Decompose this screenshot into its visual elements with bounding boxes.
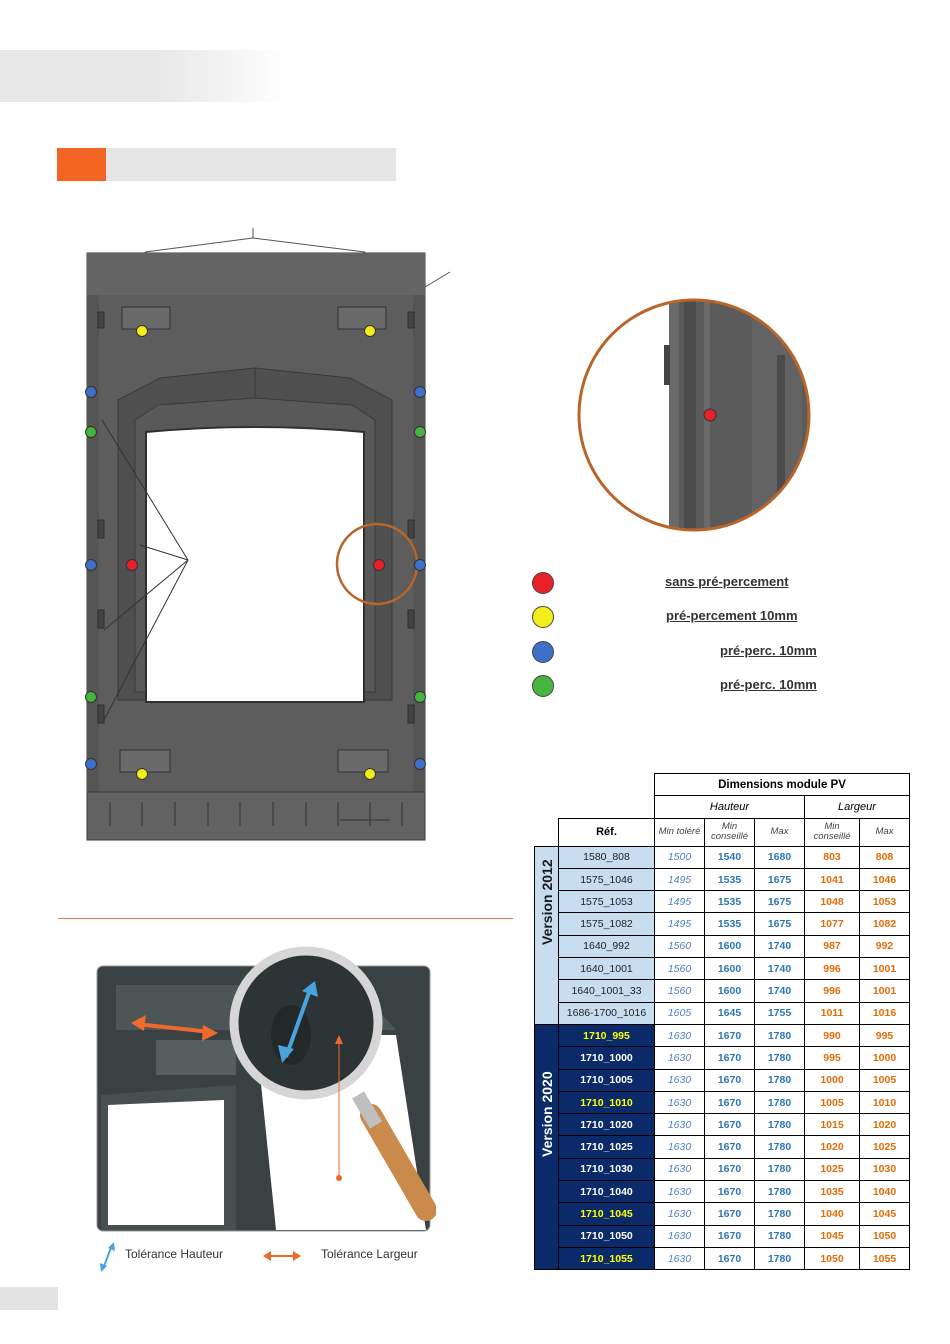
legend-item-red [530,571,850,597]
max-cell: 1675 [755,891,805,913]
max-cell: 1740 [755,980,805,1002]
min-tolere-cell: 1630 [655,1158,705,1180]
page-footer-tab [0,1287,58,1310]
min-conseille-cell: 1540 [705,846,755,868]
largeur-max-cell: 1050 [860,1225,910,1247]
max-cell: 1675 [755,913,805,935]
min-conseille-cell: 1535 [705,891,755,913]
section-title-bar [106,148,396,181]
min-conseille-cell: 1535 [705,868,755,890]
green-dot [532,675,554,697]
ref-cell: 1686-1700_1016 [559,1002,655,1024]
largeur-max-cell: 1010 [860,1091,910,1113]
largeur-min-cell: 990 [805,1024,860,1046]
red-dot [126,559,138,571]
col-max-largeur: Max [860,818,910,846]
blue-dot [85,386,97,398]
min-tolere-cell: 1630 [655,1091,705,1113]
ref-cell: 1710_1040 [559,1181,655,1203]
max-cell: 1780 [755,1069,805,1091]
col-min-tolere: Min toléré [655,818,705,846]
ref-cell: 1710_995 [559,1024,655,1046]
min-conseille-cell: 1600 [705,958,755,980]
largeur-min-cell: 1020 [805,1136,860,1158]
table-row [535,846,910,868]
largeur-min-cell: 803 [805,846,860,868]
table-row [535,980,910,1002]
max-cell: 1780 [755,1203,805,1225]
largeur-max-cell: 992 [860,935,910,957]
ref-cell: 1710_1055 [559,1247,655,1269]
col-max: Max [755,818,805,846]
max-cell: 1780 [755,1225,805,1247]
min-tolere-cell: 1495 [655,913,705,935]
yellow-dot [136,325,148,337]
largeur-max-cell: 1082 [860,913,910,935]
ref-cell: 1640_992 [559,935,655,957]
legend-label: pré-perc. 10mm [720,643,817,658]
min-conseille-cell: 1670 [705,1136,755,1158]
max-cell: 1780 [755,1114,805,1136]
largeur-min-cell: 987 [805,935,860,957]
col-min-conseille-largeur: Min conseillé [805,818,860,846]
largeur-min-cell: 1000 [805,1069,860,1091]
largeur-max-cell: 1030 [860,1158,910,1180]
max-cell: 1780 [755,1181,805,1203]
blue-dot [414,559,426,571]
largeur-max-cell: 1025 [860,1136,910,1158]
table-row [535,1047,910,1069]
ref-cell: 1575_1053 [559,891,655,913]
blue-dot [414,758,426,770]
col-min-conseille: Min conseillé [705,818,755,846]
table-row [535,1091,910,1113]
largeur-min-cell: 996 [805,958,860,980]
table-row [535,868,910,890]
ref-cell: 1640_1001_33 [559,980,655,1002]
min-tolere-cell: 1630 [655,1225,705,1247]
min-conseille-cell: 1670 [705,1091,755,1113]
blue-dot [85,758,97,770]
largeur-min-cell: 1050 [805,1247,860,1269]
ref-cell: 1710_1010 [559,1091,655,1113]
zoom-detail [572,295,818,535]
min-tolere-cell: 1630 [655,1114,705,1136]
max-cell: 1780 [755,1047,805,1069]
largeur-max-cell: 1055 [860,1247,910,1269]
ref-cell: 1580_808 [559,846,655,868]
min-tolere-cell: 1495 [655,891,705,913]
largeur-min-cell: 1048 [805,891,860,913]
largeur-min-cell: 1041 [805,868,860,890]
table-row [535,1247,910,1269]
legend-label: sans pré-percement [665,574,789,589]
table-row [535,1069,910,1091]
min-tolere-cell: 1630 [655,1047,705,1069]
yellow-dot [136,768,148,780]
green-dot [85,691,97,703]
largeur-min-cell: 995 [805,1047,860,1069]
table-row [535,1158,910,1180]
table-row [535,1203,910,1225]
legend-item-yellow [530,605,850,631]
min-conseille-cell: 1645 [705,1002,755,1024]
tolerance-height-icon [98,1241,118,1273]
table-row [535,1181,910,1203]
min-tolere-cell: 1560 [655,958,705,980]
red-dot [532,572,554,594]
blue-dot [532,641,554,663]
blue-dot [85,559,97,571]
min-tolere-cell: 1500 [655,846,705,868]
largeur-max-cell: 1001 [860,980,910,1002]
ref-cell: 1640_1001 [559,958,655,980]
min-conseille-cell: 1600 [705,980,755,1002]
min-tolere-cell: 1630 [655,1181,705,1203]
group-largeur: Largeur [805,796,910,818]
largeur-max-cell: 1045 [860,1203,910,1225]
largeur-max-cell: 1046 [860,868,910,890]
largeur-max-cell: 1053 [860,891,910,913]
largeur-min-cell: 1040 [805,1203,860,1225]
ref-cell: 1575_1046 [559,868,655,890]
max-cell: 1780 [755,1136,805,1158]
ref-cell: 1710_1025 [559,1136,655,1158]
min-tolere-cell: 1630 [655,1203,705,1225]
max-cell: 1680 [755,846,805,868]
table-row [535,935,910,957]
min-conseille-cell: 1670 [705,1181,755,1203]
min-conseille-cell: 1535 [705,913,755,935]
largeur-min-cell: 1077 [805,913,860,935]
ref-cell: 1710_1020 [559,1114,655,1136]
version-group-label [535,1024,559,1269]
min-tolere-cell: 1495 [655,868,705,890]
min-conseille-cell: 1670 [705,1047,755,1069]
largeur-max-cell: 808 [860,846,910,868]
legend-label: pré-perc. 10mm [720,677,817,692]
header-band [0,50,290,102]
table-row [535,1024,910,1046]
largeur-max-cell: 995 [860,1024,910,1046]
min-conseille-cell: 1670 [705,1069,755,1091]
ref-cell: 1710_1050 [559,1225,655,1247]
largeur-max-cell: 1040 [860,1181,910,1203]
max-cell: 1740 [755,935,805,957]
frame-diagram [40,220,480,850]
ref-cell: 1575_1082 [559,913,655,935]
section-marker [57,148,106,181]
min-conseille-cell: 1600 [705,935,755,957]
table-row [535,1114,910,1136]
ref-cell: 1710_1000 [559,1047,655,1069]
dimensions-table [534,773,910,1270]
min-conseille-cell: 1670 [705,1225,755,1247]
largeur-max-cell: 1020 [860,1114,910,1136]
version-label: Version 2020 [538,1071,555,1158]
min-conseille-cell: 1670 [705,1024,755,1046]
max-cell: 1755 [755,1002,805,1024]
max-cell: 1780 [755,1024,805,1046]
yellow-dot [364,325,376,337]
largeur-max-cell: 1001 [860,958,910,980]
max-cell: 1780 [755,1247,805,1269]
ref-cell: 1710_1030 [559,1158,655,1180]
largeur-min-cell: 1015 [805,1114,860,1136]
yellow-dot [532,606,554,628]
table-row [535,958,910,980]
min-conseille-cell: 1670 [705,1247,755,1269]
largeur-min-cell: 1025 [805,1158,860,1180]
green-dot [414,426,426,438]
green-dot [414,691,426,703]
largeur-min-cell: 996 [805,980,860,1002]
col-ref: Réf. [559,818,655,846]
max-cell: 1740 [755,958,805,980]
blue-dot [414,386,426,398]
max-cell: 1675 [755,868,805,890]
min-tolere-cell: 1630 [655,1024,705,1046]
table-row [535,1136,910,1158]
red-dot [373,559,385,571]
tolerance-height-label: Tolérance Hauteur [125,1247,224,1261]
min-tolere-cell: 1560 [655,935,705,957]
version-label: Version 2012 [538,859,555,946]
tolerance-illustration [96,945,436,1235]
min-conseille-cell: 1670 [705,1158,755,1180]
version-group-label [535,846,559,1024]
table-row [535,891,910,913]
table-row [535,1002,910,1024]
largeur-max-cell: 1000 [860,1047,910,1069]
legend-label: pré-percement 10mm [666,608,798,623]
table-title: Dimensions module PV [655,774,910,796]
max-cell: 1780 [755,1091,805,1113]
section-divider [58,918,513,919]
min-conseille-cell: 1670 [705,1114,755,1136]
largeur-min-cell: 1011 [805,1002,860,1024]
max-cell: 1780 [755,1158,805,1180]
largeur-min-cell: 1045 [805,1225,860,1247]
largeur-min-cell: 1035 [805,1181,860,1203]
table-row [535,913,910,935]
ref-cell: 1710_1045 [559,1203,655,1225]
legend-item-green [530,674,850,700]
legend-item-blue [530,640,850,666]
tolerance-width-label: Tolérance Largeur [321,1247,418,1261]
min-tolere-cell: 1630 [655,1136,705,1158]
largeur-max-cell: 1016 [860,1002,910,1024]
table-row [535,1225,910,1247]
min-tolere-cell: 1605 [655,1002,705,1024]
min-conseille-cell: 1670 [705,1203,755,1225]
min-tolere-cell: 1560 [655,980,705,1002]
min-tolere-cell: 1630 [655,1247,705,1269]
largeur-max-cell: 1005 [860,1069,910,1091]
group-hauteur: Hauteur [655,796,805,818]
ref-cell: 1710_1005 [559,1069,655,1091]
min-tolere-cell: 1630 [655,1069,705,1091]
largeur-min-cell: 1005 [805,1091,860,1113]
yellow-dot [364,768,376,780]
tolerance-width-icon [262,1249,302,1263]
green-dot [85,426,97,438]
